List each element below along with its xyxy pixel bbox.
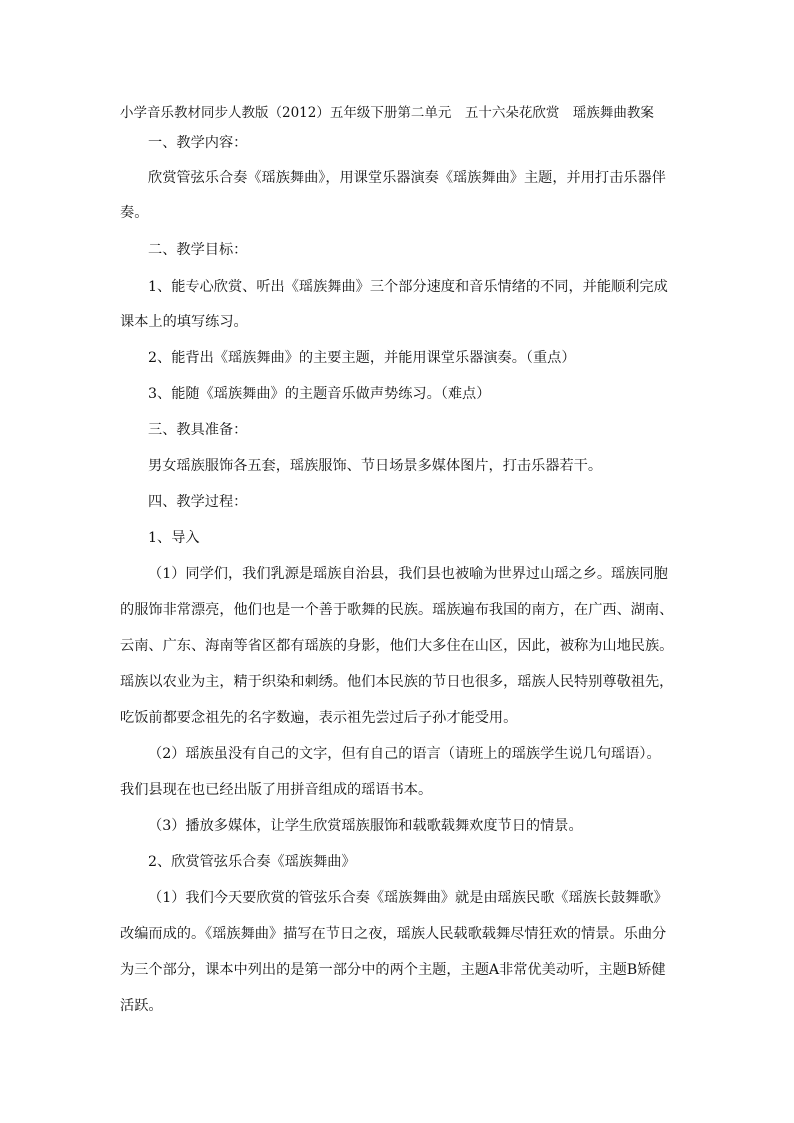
- document-title: 小学音乐教材同步人教版（2012）五年级下册第二单元 五十六朵花欣赏 瑶族舞曲教案: [120, 105, 654, 121]
- section-heading-content: 一、教学内容：: [148, 135, 248, 151]
- paragraph-line: 1、能专心欣赏、听出《瑶族舞曲》三个部分速度和音乐情绪的不同，并能顺利完成: [148, 279, 668, 295]
- paragraph-line: 活跃。: [120, 998, 163, 1014]
- paragraph-line: 课本上的填写练习。: [120, 314, 248, 330]
- paragraph-line: 奏。: [120, 205, 149, 221]
- paragraph-line: （1）我们今天要欣赏的管弦乐合奏《瑶族舞曲》就是由瑶族民歌《瑶族长鼓舞歌》: [148, 890, 668, 906]
- paragraph-line: 3、能随《瑶族舞曲》的主题音乐做声势练习。（难点）: [148, 386, 491, 402]
- paragraph-line: （1）同学们，我们乳源是瑶族自治县，我们县也被喻为世界过山瑶之乡。瑶族同胞: [148, 566, 668, 582]
- paragraph-line: 改编而成的。《瑶族舞曲》描写在节日之夜，瑶族人民载歌载舞尽情狂欢的情景。乐曲分: [120, 926, 667, 942]
- section-heading-process: 四、教学过程：: [148, 494, 248, 510]
- paragraph-line: 我们县现在也已经出版了用拼音组成的瑶语书本。: [120, 782, 433, 798]
- paragraph-line: 的服饰非常漂亮，他们也是一个善于歌舞的民族。瑶族遍布我国的南方，在广西、湖南、: [120, 602, 674, 618]
- subsection-heading: 1、导入: [148, 530, 200, 546]
- paragraph-line: 瑶族以农业为主，精于织染和刺绣。他们本民族的节日也很多，瑶族人民特别尊敬祖先，: [120, 674, 674, 690]
- paragraph-line: 云南、广东、海南等省区都有瑶族的身影，他们大多住在山区，因此，被称为山地民族。: [120, 638, 674, 654]
- paragraph-line: 2、能背出《瑶族舞曲》的主要主题，并能用课堂乐器演奏。（重点）: [148, 350, 576, 366]
- paragraph-line: （3）播放多媒体，让学生欣赏瑶族服饰和载歌载舞欢度节日的情景。: [148, 818, 583, 834]
- subsection-heading: 2、欣赏管弦乐合奏《瑶族舞曲》: [148, 854, 356, 870]
- paragraph-line: （2）瑶族虽没有自己的文字，但有自己的语言（请班上的瑶族学生说几句瑶语）。: [148, 746, 661, 762]
- section-heading-objectives: 二、教学目标：: [148, 242, 248, 258]
- paragraph-line: 为三个部分，课本中列出的是第一部分中的两个主题，主题A非常优美动听，主题B矫健: [120, 962, 666, 978]
- paragraph-line: 男女瑶族服饰各五套，瑶族服饰、节日场景多媒体图片，打击乐器若干。: [148, 458, 603, 474]
- paragraph-line: 欣赏管弦乐合奏《瑶族舞曲》，用课堂乐器演奏《瑶族舞曲》主题，并用打击乐器伴: [148, 170, 666, 186]
- paragraph-line: 吃饭前都要念祖先的名字数遍，表示祖先尝过后子孙才能受用。: [120, 710, 518, 726]
- section-heading-materials: 三、教具准备：: [148, 422, 248, 438]
